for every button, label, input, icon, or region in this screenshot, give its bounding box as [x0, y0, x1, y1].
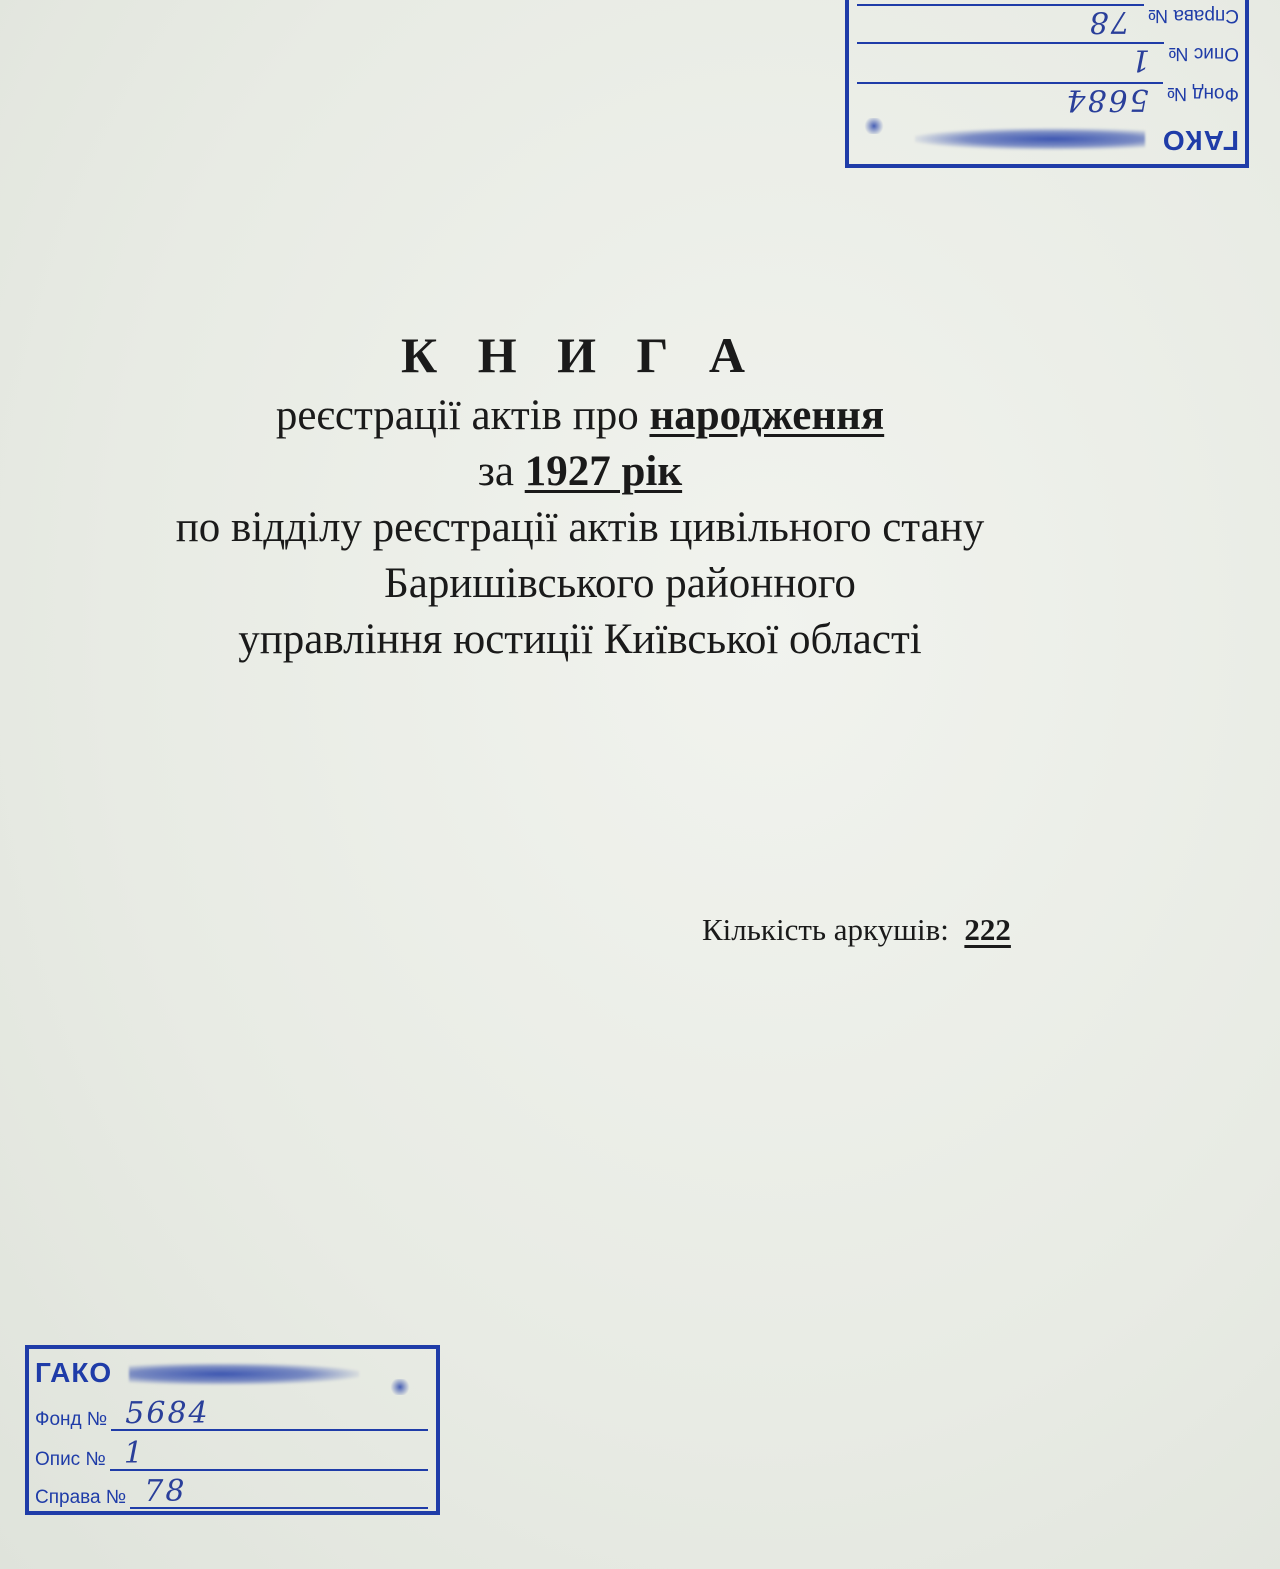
sheet-count-value: 222	[964, 912, 1011, 947]
stamp-sprava-value: 78	[144, 1474, 187, 1509]
stamp-opys-row	[35, 1435, 428, 1471]
title-block	[0, 322, 1160, 668]
stamp-org: ГАКО	[35, 1357, 113, 1388]
office-line: управління юстиції Київської області	[238, 616, 922, 663]
book-title: К Н И Г А	[401, 327, 759, 383]
subtitle-line	[0, 388, 1160, 444]
year-line	[0, 444, 1160, 500]
archive-stamp-top	[845, 0, 1249, 168]
stamp-sprava-value: 78	[1087, 4, 1130, 39]
stamp-opys-value: 1	[123, 1436, 145, 1471]
stamp-sprava-label: Справа №	[35, 1487, 127, 1508]
department-line: по відділу реєстрації актів цивільного стану	[175, 504, 985, 551]
stamp-sprava-row	[35, 1473, 428, 1509]
year-prefix: за	[477, 448, 514, 495]
stamp-sprava-row	[857, 4, 1239, 40]
year-value: 1927 рік	[524, 448, 683, 495]
stamp-fond-row	[35, 1395, 428, 1431]
stamp-fond-label: Фонд №	[35, 1409, 108, 1430]
archive-stamp-bottom	[25, 1345, 440, 1515]
sheet-count-label: Кількість аркушів:	[702, 912, 949, 947]
stamp-opys-value: 1	[1129, 42, 1151, 77]
sheet-count	[702, 912, 1011, 948]
region-line: Баришівського районного	[384, 560, 856, 607]
stamp-org: ГАКО	[1161, 125, 1239, 156]
stamp-opys-label: Опис №	[35, 1449, 106, 1470]
stamp-sprava-label: Справа №	[1147, 5, 1239, 26]
stamp-opys-row	[857, 42, 1239, 78]
stamp-fond-value: 5684	[1064, 82, 1149, 117]
subtitle-prefix: реєстрації актів про	[275, 392, 639, 439]
stamp-fond-row	[857, 82, 1239, 118]
subtitle-emphasis: народження	[649, 392, 885, 439]
stamp-opys-label: Опис №	[1168, 43, 1239, 64]
stamp-fond-value: 5684	[125, 1396, 210, 1431]
stamp-fond-label: Фонд №	[1166, 83, 1239, 104]
